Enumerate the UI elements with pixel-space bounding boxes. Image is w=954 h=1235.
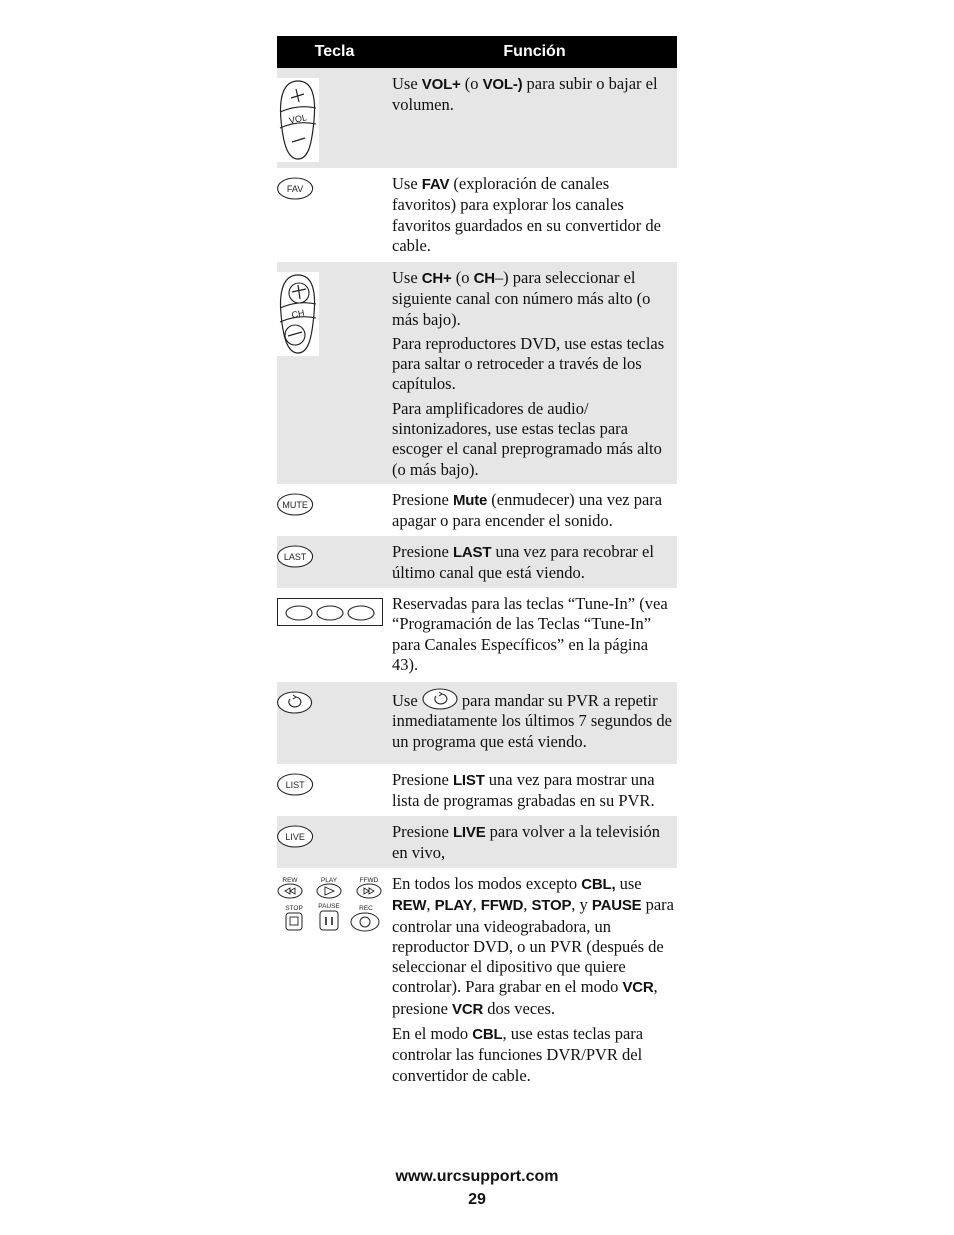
table-row: [277, 764, 677, 816]
key-name: VCR: [622, 979, 654, 997]
text-run: Use: [392, 174, 422, 193]
table-row: [277, 816, 677, 868]
key-cell: [277, 588, 392, 682]
text-run: (exploración de canales favoritos) para explorar los canales favoritos guardados en su convertidor de cable.: [392, 174, 661, 255]
key-name: LIVE: [452, 824, 486, 841]
text-run: una vez para mostrar una lista de programas grabadas en su PVR.: [392, 770, 655, 811]
function-cell: [392, 682, 677, 764]
function-paragraph: [392, 874, 675, 1020]
function-cell: [392, 262, 677, 484]
text-run: Para reproductores DVD, use estas teclas para saltar o retroceder a través de los capítulos.: [392, 333, 665, 394]
key-label: CH: [290, 307, 306, 321]
transport-label-stop: STOP: [285, 905, 303, 912]
text-run: (enmudecer) una vez para apagar o para encender el sonido.: [392, 490, 663, 531]
function-paragraph: [392, 594, 675, 675]
transport-label-rew: REW: [282, 877, 298, 884]
text-run: Presione: [392, 770, 453, 789]
text-run: , presione: [392, 977, 658, 1018]
key-name: PAUSE: [591, 897, 642, 915]
function-paragraph: [392, 74, 675, 116]
text-run: Presione: [392, 822, 453, 841]
text-run: ,: [472, 895, 481, 915]
text-run: En todos los modos excepto: [392, 874, 582, 893]
header-key: Tecla: [314, 43, 355, 60]
key-name: Mute: [452, 492, 488, 509]
function-paragraph: [392, 334, 675, 395]
list-button-icon[interactable]: [277, 773, 315, 797]
text-run: Reservadas para las teclas “Tune-In” (vea “Programación de las Teclas “Tune-In” para Canales Específicos” en la página 43).: [392, 594, 668, 674]
key-cell: [277, 816, 392, 868]
vol-rocker-icon[interactable]: [277, 78, 319, 162]
transport-label-pause: PAUSE: [318, 903, 340, 910]
replay-icon: [422, 688, 458, 710]
text-run: En el modo: [392, 1024, 473, 1044]
text-run: use: [615, 874, 642, 893]
text-run: (o: [451, 268, 474, 287]
key-label: VOL: [288, 112, 308, 126]
page-number: 29: [468, 1191, 486, 1208]
text-run: ,: [426, 895, 435, 915]
key-cell: [277, 536, 392, 588]
table-row: [277, 588, 677, 682]
key-name: PLAY: [434, 897, 473, 915]
key-label: MUTE: [282, 499, 308, 510]
live-button-icon[interactable]: [277, 825, 315, 849]
table-row: [277, 484, 677, 536]
function-cell: [392, 764, 677, 816]
key-name: CBL,: [581, 876, 616, 893]
text-run: para controlar una videograbadora, un reproductor DVD, o un PVR (después de seleccionar el dipositivo que quiere controlar). Para grabar en el modo: [392, 895, 675, 997]
text-run: para mandar su PVR a repetir inmediatamente los últimos 7 segundos de un programa que está viendo.: [392, 691, 673, 751]
text-run: , y: [571, 895, 592, 915]
tune-in-keys-icon[interactable]: [277, 598, 383, 626]
function-cell: [392, 588, 677, 682]
text-run: Para amplificadores de audio/ sintonizadores, use estas teclas para escoger el canal preprogramado más alto (o más bajo).: [392, 398, 662, 479]
key-name: LAST: [452, 544, 492, 561]
key-cell: [277, 764, 392, 816]
header-function: Función: [503, 43, 566, 60]
key-name: VOL-): [482, 76, 523, 93]
key-cell: [277, 168, 392, 262]
key-label: LAST: [283, 551, 307, 562]
key-name: CH: [473, 270, 495, 287]
text-run: Use: [392, 691, 422, 710]
last-button-icon[interactable]: [277, 545, 315, 569]
function-paragraph: [392, 268, 675, 330]
key-label: LIVE: [285, 831, 305, 842]
footer-url: www.urcsupport.com: [395, 1168, 559, 1185]
key-name: CH+: [421, 270, 452, 287]
ch-rocker-icon[interactable]: [277, 272, 319, 356]
table-row: [277, 168, 677, 262]
function-paragraph: [392, 688, 675, 752]
function-cell: [392, 816, 677, 868]
key-cell: [277, 682, 392, 764]
key-label: FAV: [286, 183, 304, 194]
table-row: [277, 262, 677, 484]
text-run: para subir o bajar el volumen.: [392, 74, 658, 115]
text-run: –) para seleccionar el siguiente canal con número más alto (o más bajo).: [392, 268, 651, 329]
key-name: FFWD: [480, 897, 524, 915]
text-run: Presione: [392, 542, 453, 561]
table-row: [277, 682, 677, 764]
text-run: Use: [392, 74, 422, 93]
key-cell: [277, 68, 392, 168]
table-row: [277, 536, 677, 588]
function-paragraph: [392, 542, 675, 584]
function-paragraph: [392, 770, 675, 812]
text-run: (o: [460, 74, 483, 93]
transport-label-ffwd: FFWD: [359, 877, 379, 884]
text-run: dos veces.: [483, 998, 556, 1018]
key-name: FAV: [421, 176, 450, 193]
function-paragraph: [392, 1024, 675, 1086]
function-paragraph: [392, 399, 675, 480]
text-run: para volver a la televisión en vivo,: [392, 822, 661, 863]
key-name: LIST: [452, 772, 485, 789]
transport-label-rec: REC: [359, 905, 373, 912]
key-name: VOL+: [421, 76, 461, 93]
transport-label-play: PLAY: [320, 877, 338, 884]
transport-keys-icon[interactable]: [277, 877, 387, 941]
text-run: Presione: [392, 490, 453, 509]
key-function-table: [277, 36, 677, 1108]
fav-button-icon[interactable]: [277, 177, 315, 201]
function-cell: [392, 484, 677, 536]
text-run: Use: [392, 268, 422, 287]
mute-button-icon[interactable]: [277, 493, 315, 517]
table-row: [277, 68, 677, 168]
function-cell: [392, 868, 677, 1108]
text-run: , use estas teclas para controlar las funciones DVR/PVR del convertidor de cable.: [392, 1024, 644, 1085]
key-name: CBL: [472, 1026, 503, 1044]
function-paragraph: [392, 490, 675, 532]
key-cell: [277, 262, 392, 484]
table-row: [277, 868, 677, 1108]
function-cell: [392, 168, 677, 262]
key-label: LIST: [285, 779, 305, 790]
text-run: ,: [523, 895, 532, 915]
replay-button-icon[interactable]: [277, 691, 315, 715]
key-name: STOP: [531, 897, 572, 915]
text-run: una vez para recobrar el último canal que está viendo.: [392, 542, 654, 583]
function-cell: [392, 68, 677, 168]
key-cell: [277, 484, 392, 536]
key-name: REW: [392, 897, 427, 915]
key-cell: [277, 868, 392, 1108]
function-paragraph: [392, 822, 675, 864]
function-paragraph: [392, 174, 675, 256]
key-name: VCR: [452, 1000, 484, 1018]
table-header: [277, 36, 677, 68]
function-cell: [392, 536, 677, 588]
